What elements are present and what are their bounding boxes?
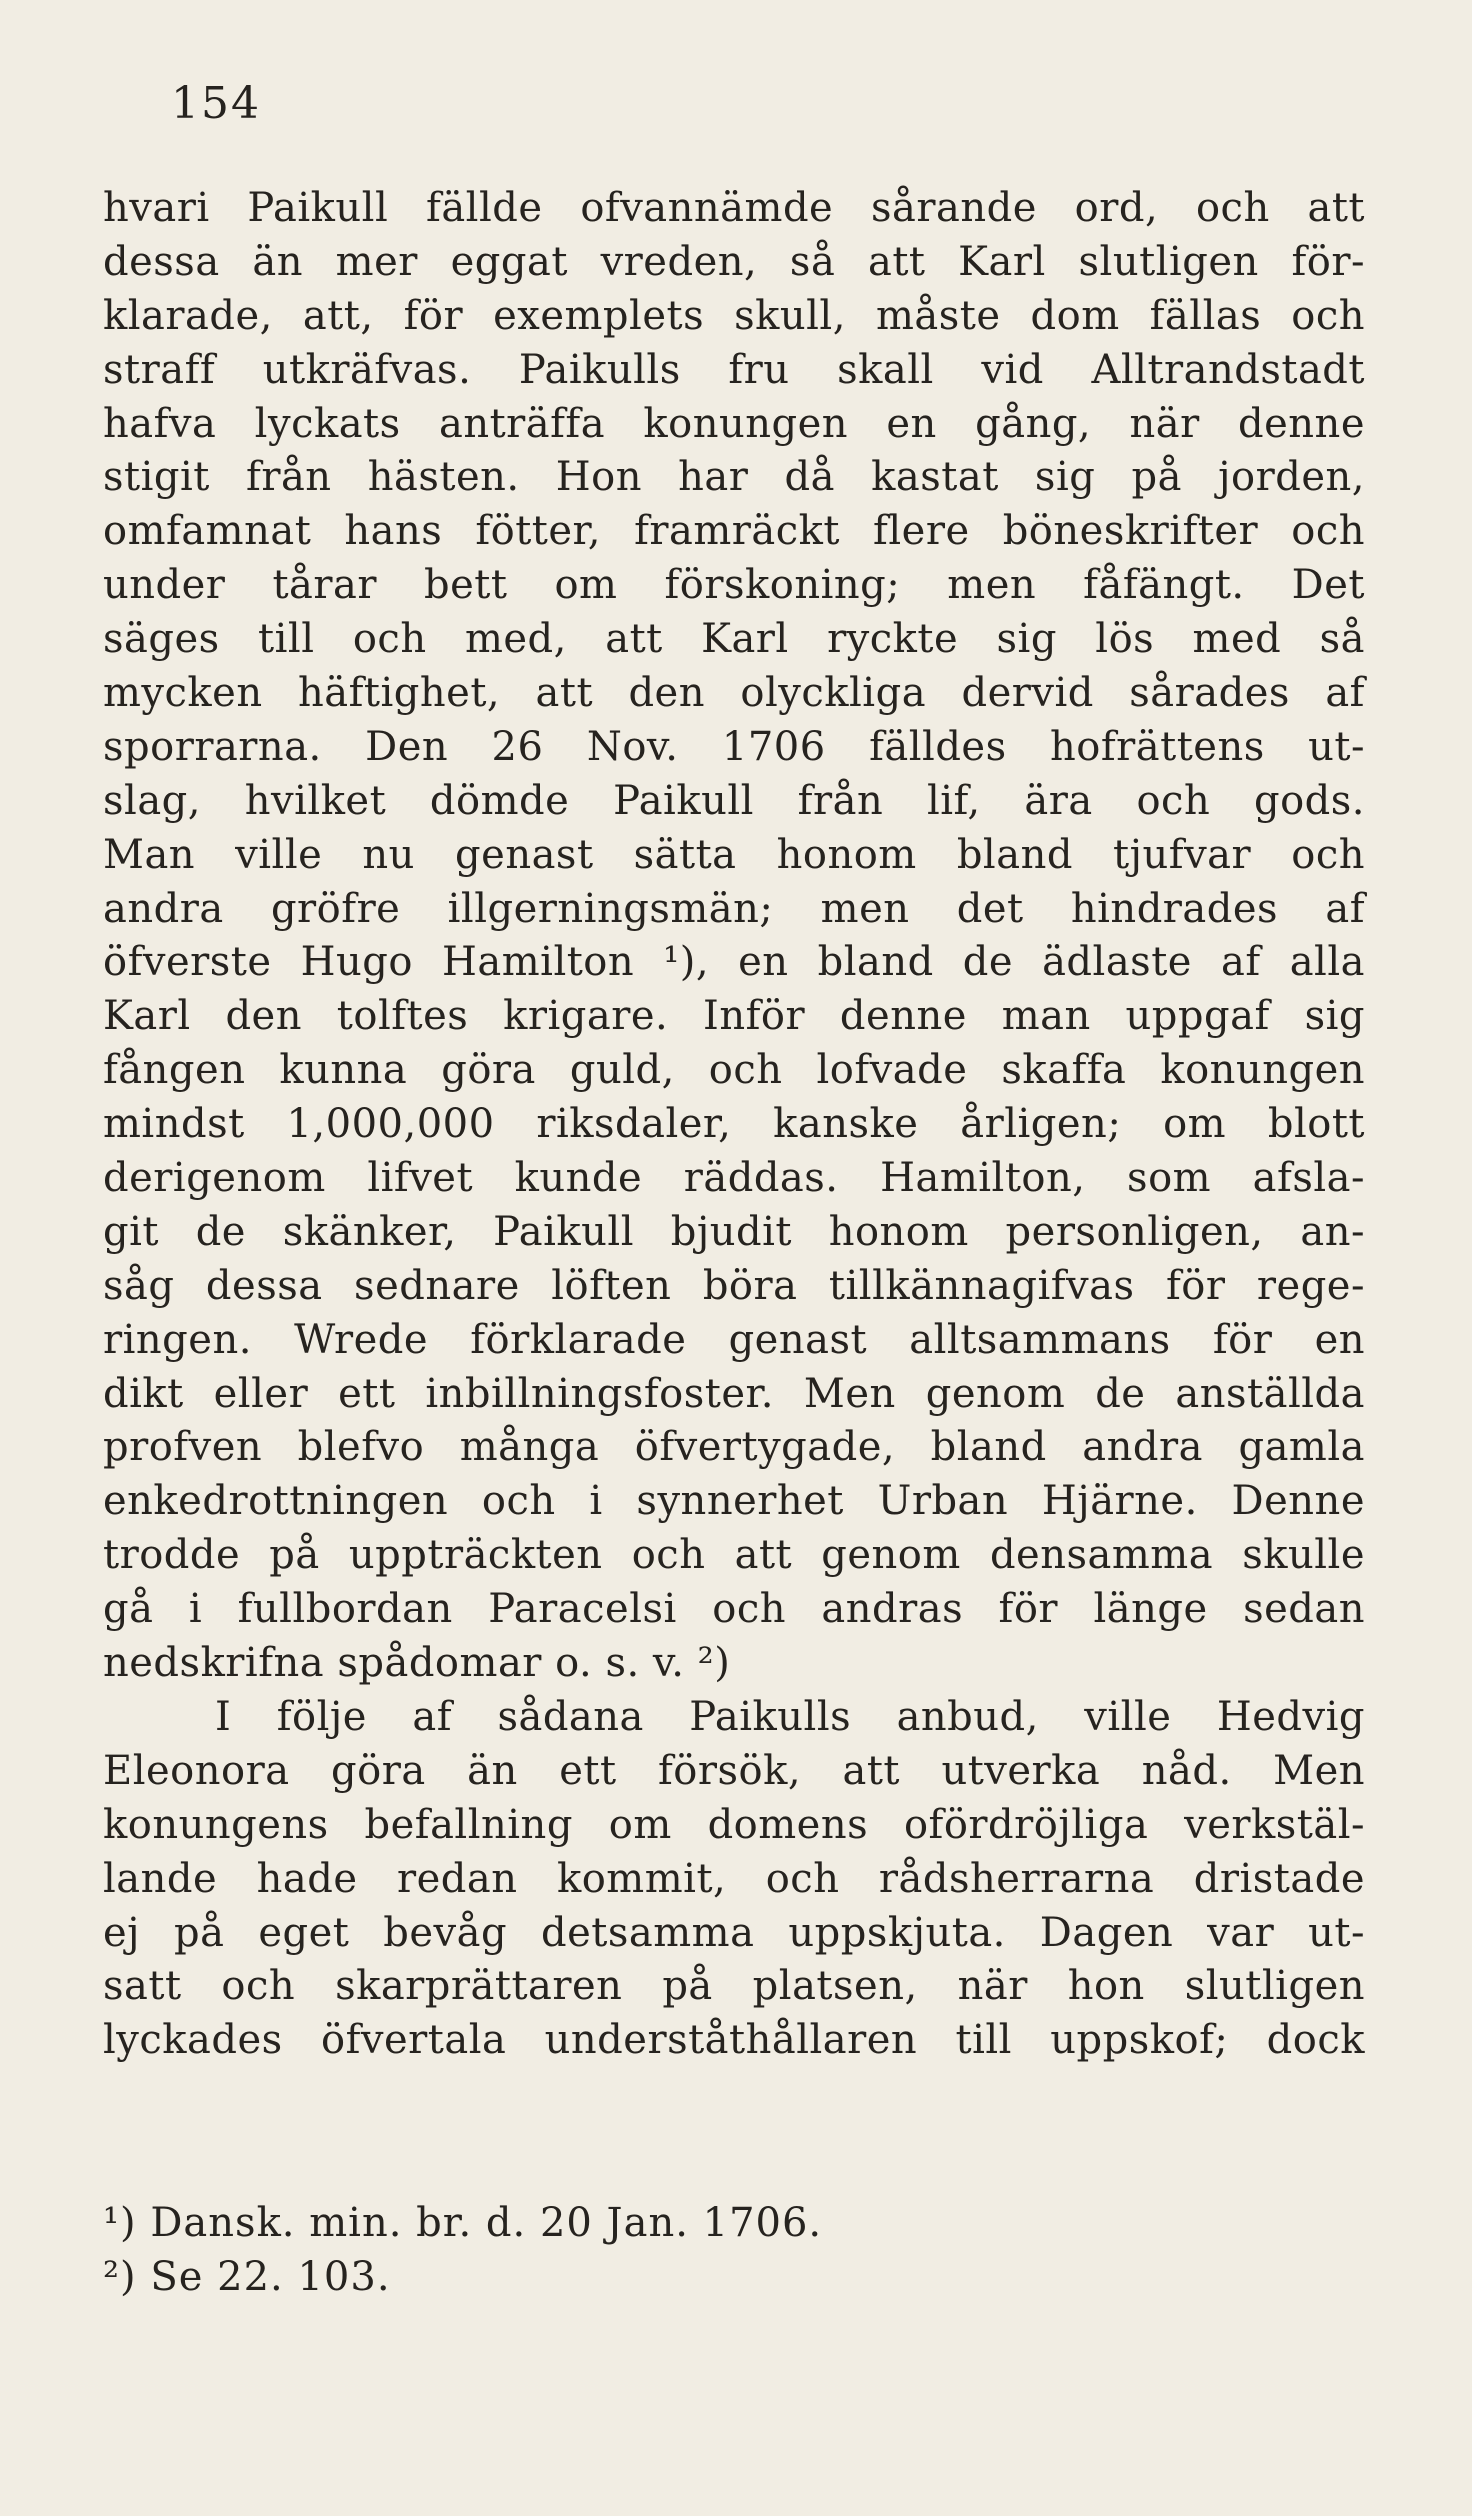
text-line: mycken häftighet, att den olyckliga dervid sårades af (103, 670, 1365, 717)
text-line: gå i fullbordan Paracelsi och andras för länge sedan (103, 1586, 1365, 1633)
text-line: slag, hvilket dömde Paikull från lif, ära och gods. (103, 777, 1365, 824)
text-line: säges till och med, att Karl ryckte sig lös med så (103, 616, 1365, 663)
text-line: dessa än mer eggat vreden, så att Karl slutligen för- (103, 238, 1365, 285)
text-line: Karl den tolftes krigare. Inför denne man uppgaf sig (103, 993, 1365, 1040)
text-line: satt och skarprättaren på platsen, när hon slutligen (103, 1963, 1365, 2010)
footnotes (103, 2196, 1003, 2304)
text-line: git de skänker, Paikull bjudit honom personligen, an- (103, 1208, 1365, 1255)
text-line: ringen. Wrede förklarade genast alltsammans för en (103, 1316, 1365, 1363)
text-line: andra gröfre illgerningsmän; men det hindrades af (103, 885, 1365, 932)
text-line: öfverste Hugo Hamilton ¹), en bland de ädlaste af alla (103, 939, 1365, 986)
text-line: mindst 1,000,000 riksdaler, kanske årligen; om blott (103, 1101, 1365, 1148)
text-line: dikt eller ett inbillningsfoster. Men genom de anställda (103, 1370, 1365, 1417)
text-line: straff utkräfvas. Paikulls fru skall vid Alltrandstadt (103, 346, 1365, 393)
footnote: ¹) Dansk. min. br. d. 20 Jan. 1706. (103, 2200, 823, 2246)
text-line: hvari Paikull fällde ofvannämde sårande ord, och att (103, 185, 1365, 231)
text-line: hafva lyckats anträffa konungen en gång, när denne (103, 400, 1365, 447)
text-line: stigit från hästen. Hon har då kastat sig på jorden, (103, 454, 1365, 501)
text-line: trodde på uppträckten och att genom densamma skulle (103, 1532, 1365, 1579)
text-line: Eleonora göra än ett försök, att utverka nåd. Men (103, 1747, 1365, 1794)
text-line: såg dessa sednare löften böra tillkännagifvas för rege- (103, 1262, 1365, 1309)
text-line: derigenom lifvet kunde räddas. Hamilton, som afsla- (103, 1155, 1365, 1202)
text-line: fången kunna göra guld, och lofvade skaffa konungen (103, 1047, 1365, 1094)
page-number: 154 (171, 78, 261, 129)
text-line: klarade, att, för exemplets skull, måste dom fällas och (103, 292, 1365, 339)
text-line: lande hade redan kommit, och rådsherrarna dristade (103, 1855, 1365, 1902)
text-line: konungens befallning om domens ofördröjliga verkstäl- (103, 1801, 1365, 1848)
body-text (103, 182, 1365, 2068)
text-line: ej på eget bevåg detsamma uppskjuta. Dagen var ut- (103, 1909, 1365, 1956)
text-line: sporrarna. Den 26 Nov. 1706 fälldes hofrättens ut- (103, 723, 1365, 770)
text-line: lyckades öfvertala underståthållaren till uppskof; dock (103, 2017, 1365, 2064)
footnote: ²) Se 22. 103. (103, 2254, 391, 2300)
text-line: omfamnat hans fötter, framräckt flere böneskrifter och (103, 508, 1365, 555)
text-line: Man ville nu genast sätta honom bland tjufvar och (103, 831, 1365, 878)
text-line: enkedrottningen och i synnerhet Urban Hjärne. Denne (103, 1478, 1365, 1525)
text-line: I följe af sådana Paikulls anbud, ville Hedvig (215, 1693, 1365, 1740)
text-line: under tårar bett om förskoning; men fåfängt. Det (103, 562, 1365, 609)
text-line: nedskrifna spådomar o. s. v. ²) (103, 1640, 731, 1687)
text-line: profven blefvo många öfvertygade, bland andra gamla (103, 1424, 1365, 1471)
